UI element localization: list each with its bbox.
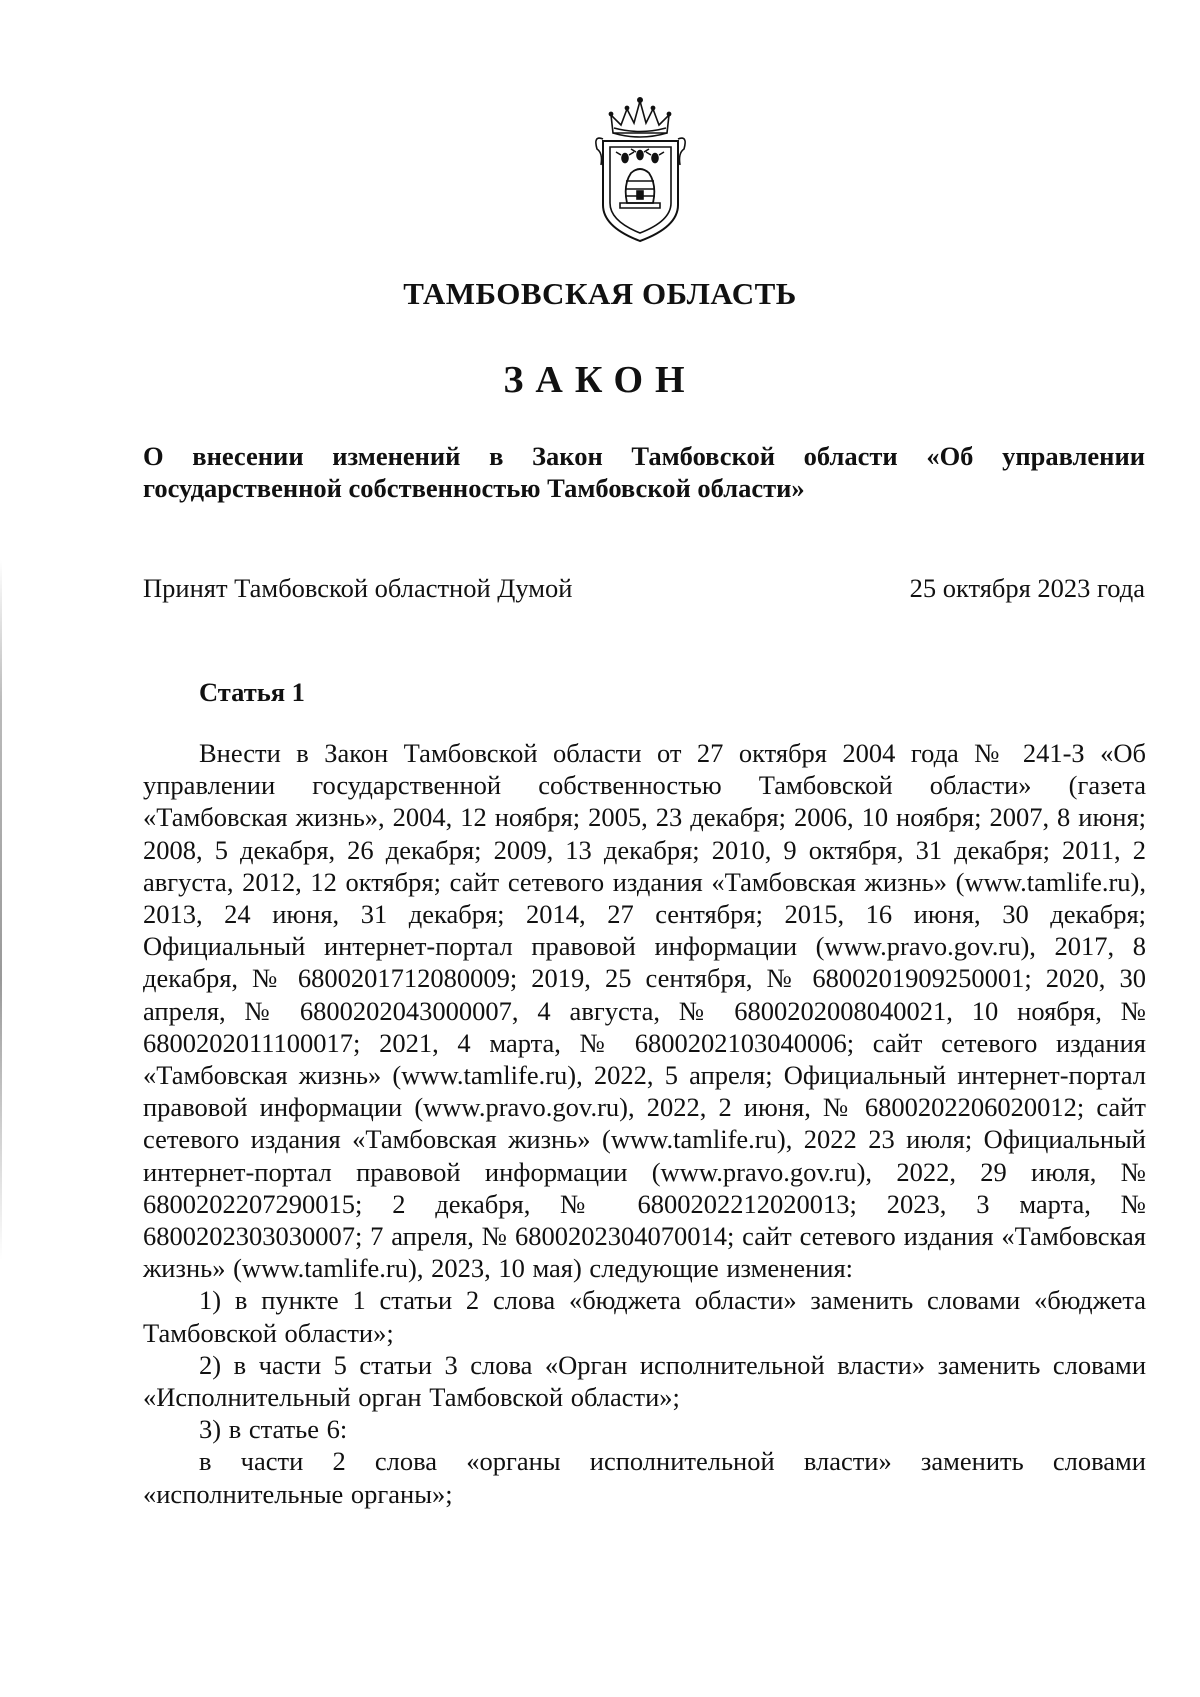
region-name: ТАМБОВСКАЯ ОБЛАСТЬ [403,276,797,311]
adoption-date: 25 октября 2023 года [909,573,1145,603]
tambov-coat-of-arms-icon [589,95,692,245]
article-paragraph-item-2: 2) в части 5 статьи 3 слова «Орган исполнительной власти» заменить словами «Исполнительный орган Тамбовской области»; [143,1349,1146,1413]
document-type: ЗАКОН [503,359,697,401]
article-paragraph-item-3-sub: в части 2 слова «органы исполнительной власти» заменить словами «исполнительные органы»; [143,1446,1146,1509]
scan-edge-shadow [0,560,2,1260]
article-paragraph-item-1: 1) в пункте 1 статьи 2 слова «бюджета области» заменить словами «бюджета Тамбовской области»; [143,1285,1146,1348]
article-paragraph-intro: Внести в Закон Тамбовской области от 27 октября 2004 года № 241-З «Об управлении государственной собственностью Тамбовской области» (газета «Тамбовская жизнь», 2004, 12 ноября; 2005, 23 декабря; 2006, 10 ноября; 2007, 8 июня; 2008, 5 декабря, 26 декабря; 2009, 13 декабря; 2010, 9 октября, 31 декабря; 2011, 2 августа, 2012, 12 октября; сайт сетевого издания «Тамбовская жизнь» (www.tamlife.ru), 2013, 24 июня, 31 декабря; 2014, 27 сентября; 2015, 16 июня, 30 декабря; Официальный интернет-портал правовой информации (www.pravo.gov.ru), 2017, 8 декабря, № 6800201712080009; 2019, 25 сентября, № 6800201909250001; 2020, 30 апреля, № 6800202043000007, 4 августа, № 6800202008040021, 10 ноября, № 6800202011100017; 2021, 4 марта, № 6800202103040006; сайт сетевого издания «Тамбовская жизнь» (www.tamlife.ru), 2022, 5 апреля; Официальный интернет-портал правовой информации (www.pravo.gov.ru), 2022, 2 июня, № 6800202206020012; сайт сетевого издания «Тамбовская жизнь» (www.tamlife.ru), 2022 23 июля; Официальный интернет-портал правовой информации (www.pravo.gov.ru), 2022, 29 июля, № 6800202207290015; 2 декабря, № 6800202212020013; 2023, 3 марта, № 6800202303030007; 7 апреля, № 6800202304070014; сайт сетевого издания «Тамбовская жизнь» (www.tamlife.ru), 2023, 10 мая) следующие изменения: [143,738,1146,1284]
adoption-row [143,573,1145,604]
article-body [143,737,1146,1510]
article-paragraph-item-3: 3) в статье 6: [199,1414,348,1445]
adoption-body: Принят Тамбовской областной Думой [143,573,573,603]
article-heading: Статья 1 [199,677,305,707]
law-title: О внесении изменений в Закон Тамбовской области «Об управлении государственной собственностью Тамбовской области» [143,441,1145,503]
